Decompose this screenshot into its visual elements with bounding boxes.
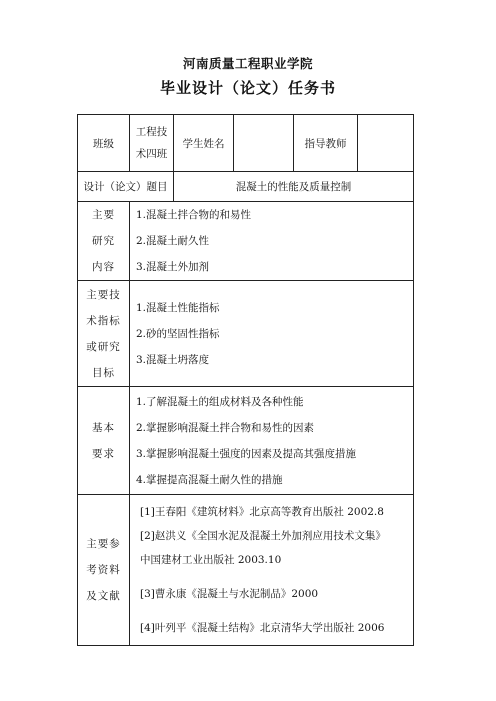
reference-item: [3]曹永康《混凝土与水泥制品》2000 [140, 588, 319, 600]
task-form-table [77, 114, 414, 646]
label-line: 研究 [92, 235, 115, 247]
label-line: 主要参 [86, 538, 121, 550]
label-line: 要求 [92, 447, 115, 460]
list-item: 2.掌握影响混凝土拌合物和易性的因素 [136, 421, 315, 434]
requirements-label [78, 387, 130, 495]
list-item: 3.混凝土坍落度 [136, 353, 210, 366]
list-item: 4.掌握提高混凝土耐久性的措施 [136, 473, 283, 486]
tech-indicators-label [78, 281, 130, 387]
class-label: 班级 [78, 115, 130, 172]
row-main-content [78, 202, 414, 281]
label-line: 主要技 [86, 288, 121, 301]
list-item: 3.掌握影响混凝土强度的因素及提高其强度措施 [136, 447, 357, 460]
student-name-value[interactable] [234, 115, 294, 172]
document-title: 毕业设计（论文）任务书 [159, 79, 336, 97]
label-line: 考资料 [86, 564, 121, 576]
class-value-line2: 术四班 [135, 148, 168, 160]
topic-label: 设计（论文）题目 [78, 172, 174, 202]
references-label [78, 495, 130, 646]
reference-item: 中国建材工业出版社 2003.10 [140, 554, 282, 566]
list-item: 3.混凝土外加剂 [136, 261, 210, 273]
tech-indicators-list [130, 281, 414, 387]
school-name: 河南质量工程职业学院 [182, 56, 313, 71]
row-tech-indicators [78, 281, 414, 387]
topic-value: 混凝土的性能及质量控制 [174, 172, 414, 202]
list-item: 1.混凝土性能指标 [136, 301, 220, 314]
row-requirements [78, 387, 414, 495]
list-item: 2.混凝土耐久性 [136, 235, 210, 247]
row-references [78, 495, 414, 646]
requirements-list [130, 387, 414, 495]
label-line: 内容 [92, 261, 115, 273]
reference-item: [4]叶列平《混凝土结构》北京清华大学出版社 2006 [140, 622, 385, 634]
references-list [130, 495, 414, 646]
advisor-value[interactable] [358, 115, 414, 172]
main-content-label [78, 202, 130, 281]
row-class-student-advisor [78, 115, 414, 172]
label-line: 目标 [92, 366, 115, 379]
list-item: 2.砂的坚固性指标 [136, 327, 220, 340]
list-item: 1.了解混凝土的组成材料及各种性能 [136, 395, 304, 408]
row-topic [78, 172, 414, 202]
label-line: 主要 [92, 209, 115, 221]
label-line: 术指标 [86, 314, 121, 327]
reference-item: [1]王春阳《建筑材料》北京高等教育出版社 2002.8 [140, 506, 384, 518]
student-name-label: 学生姓名 [174, 115, 234, 172]
advisor-label: 指导教师 [294, 115, 358, 172]
reference-item: [2]赵洪义《全国水泥及混凝土外加剂应用技术文集》 [140, 530, 386, 542]
label-line: 及文献 [86, 590, 121, 602]
class-value-line1: 工程技 [135, 126, 168, 138]
main-content-list [130, 202, 414, 281]
label-line: 基本 [92, 421, 115, 434]
label-line: 或研究 [86, 340, 121, 353]
list-item: 1.混凝土拌合物的和易性 [136, 209, 252, 221]
class-value [130, 115, 174, 172]
